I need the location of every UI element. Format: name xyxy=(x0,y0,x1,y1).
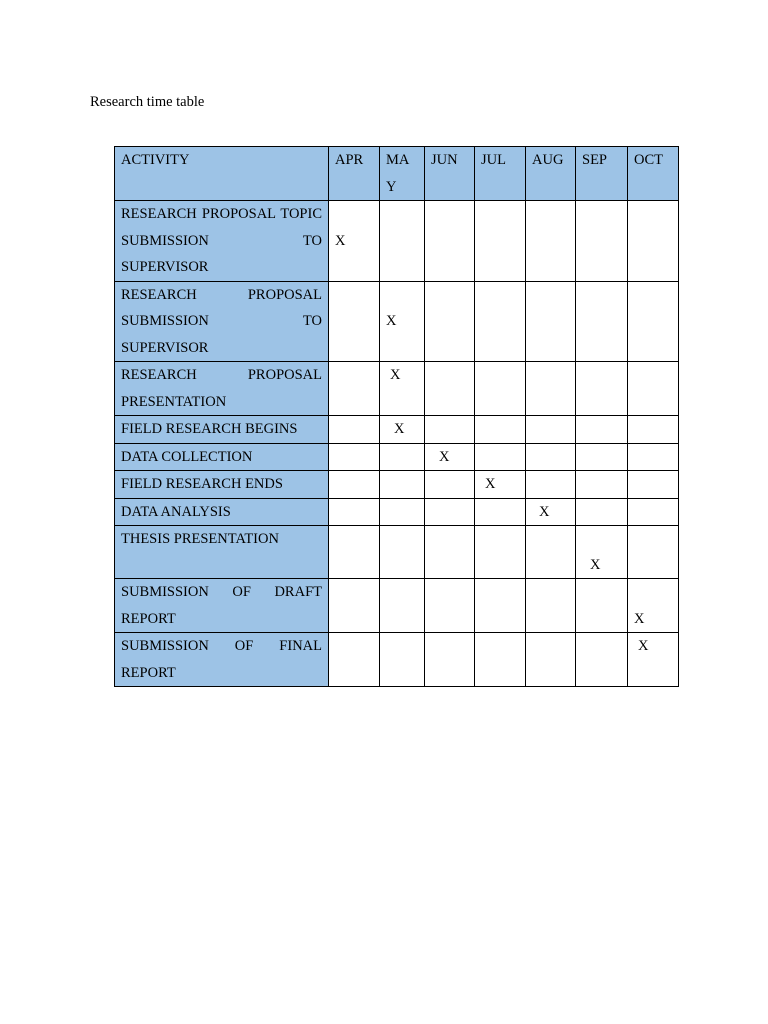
month-cell-jul xyxy=(475,471,526,499)
month-cell-sep xyxy=(576,281,628,362)
activity-cell: FIELD RESEARCH ENDS xyxy=(115,471,329,499)
activity-cell: THESIS PRESENTATION xyxy=(115,526,329,579)
month-cell-apr xyxy=(329,201,380,282)
month-cell-jul xyxy=(475,498,526,526)
month-cell-aug xyxy=(526,416,576,444)
month-cell-oct xyxy=(628,498,679,526)
month-cell-jun xyxy=(425,362,475,416)
month-cell-jun xyxy=(425,526,475,579)
month-cell-sep xyxy=(576,471,628,499)
month-cell-may xyxy=(380,362,425,416)
header-month-may: MA Y xyxy=(380,147,425,201)
month-cell-sep xyxy=(576,443,628,471)
month-cell-oct xyxy=(628,416,679,444)
month-cell-jul xyxy=(475,579,526,633)
header-month-sep: SEP xyxy=(576,147,628,201)
month-cell-jun xyxy=(425,416,475,444)
month-cell-oct xyxy=(628,579,679,633)
month-cell-apr xyxy=(329,498,380,526)
schedule-mark: X xyxy=(634,610,645,627)
month-cell-jul xyxy=(475,633,526,687)
table-row xyxy=(115,579,679,633)
month-cell-jul xyxy=(475,281,526,362)
activity-cell: RESEARCH PROPOSAL TOPIC SUBMISSION TO SUPERVISOR xyxy=(115,201,329,282)
month-cell-oct xyxy=(628,526,679,579)
month-cell-sep xyxy=(576,633,628,687)
activity-cell: DATA COLLECTION xyxy=(115,443,329,471)
table-row xyxy=(115,416,679,444)
month-cell-sep xyxy=(576,201,628,282)
month-cell-jul xyxy=(475,526,526,579)
month-cell-apr xyxy=(329,281,380,362)
activity-cell: FIELD RESEARCH BEGINS xyxy=(115,416,329,444)
month-cell-jun xyxy=(425,579,475,633)
table-row xyxy=(115,498,679,526)
month-cell-oct xyxy=(628,471,679,499)
month-cell-sep xyxy=(576,362,628,416)
table-row xyxy=(115,633,679,687)
month-cell-jun xyxy=(425,471,475,499)
month-cell-may xyxy=(380,443,425,471)
header-month-jun: JUN xyxy=(425,147,475,201)
month-cell-aug xyxy=(526,579,576,633)
table-row xyxy=(115,526,679,579)
month-cell-apr xyxy=(329,416,380,444)
activity-cell: RESEARCH PROPOSAL SUBMISSION TO SUPERVISOR xyxy=(115,281,329,362)
schedule-mark: X xyxy=(485,476,496,492)
month-cell-may xyxy=(380,526,425,579)
month-cell-sep xyxy=(576,526,628,579)
month-cell-jun xyxy=(425,498,475,526)
schedule-mark: X xyxy=(386,313,397,329)
schedule-mark: X xyxy=(439,448,450,465)
activity-cell: DATA ANALYSIS xyxy=(115,498,329,526)
month-cell-aug xyxy=(526,281,576,362)
month-cell-jul xyxy=(475,201,526,282)
month-cell-aug xyxy=(526,526,576,579)
schedule-mark: X xyxy=(390,367,401,383)
month-cell-jun xyxy=(425,633,475,687)
header-month-oct: OCT xyxy=(628,147,679,201)
month-cell-may xyxy=(380,498,425,526)
month-cell-aug xyxy=(526,498,576,526)
activity-cell: SUBMISSION OF FINAL REPORT xyxy=(115,633,329,687)
month-cell-may xyxy=(380,579,425,633)
month-cell-apr xyxy=(329,443,380,471)
activity-cell: SUBMISSION OF DRAFT REPORT xyxy=(115,579,329,633)
month-cell-aug xyxy=(526,362,576,416)
month-cell-apr xyxy=(329,362,380,416)
month-cell-apr xyxy=(329,633,380,687)
month-cell-jul xyxy=(475,416,526,444)
research-timetable xyxy=(114,146,679,687)
table-row xyxy=(115,443,679,471)
month-cell-may xyxy=(380,416,425,444)
month-cell-may xyxy=(380,201,425,282)
month-cell-aug xyxy=(526,633,576,687)
table-row xyxy=(115,471,679,499)
month-cell-oct xyxy=(628,201,679,282)
schedule-mark: X xyxy=(335,232,346,249)
schedule-mark: X xyxy=(638,638,649,654)
month-cell-oct xyxy=(628,633,679,687)
table-row xyxy=(115,281,679,362)
header-month-apr: APR xyxy=(329,147,380,201)
header-month-aug: AUG xyxy=(526,147,576,201)
month-cell-may xyxy=(380,281,425,362)
header-activity: ACTIVITY xyxy=(115,147,329,201)
document-title: Research time table xyxy=(90,94,205,110)
month-cell-jul xyxy=(475,362,526,416)
month-cell-aug xyxy=(526,471,576,499)
month-cell-oct xyxy=(628,362,679,416)
month-cell-apr xyxy=(329,471,380,499)
table-row xyxy=(115,362,679,416)
header-month-jul: JUL xyxy=(475,147,526,201)
schedule-mark: X xyxy=(539,503,550,520)
header-row xyxy=(115,147,679,201)
month-cell-jun xyxy=(425,201,475,282)
table-row xyxy=(115,201,679,282)
month-cell-jun xyxy=(425,443,475,471)
month-cell-sep xyxy=(576,579,628,633)
month-cell-aug xyxy=(526,201,576,282)
month-cell-sep xyxy=(576,416,628,444)
month-cell-oct xyxy=(628,443,679,471)
month-cell-jul xyxy=(475,443,526,471)
month-cell-may xyxy=(380,471,425,499)
month-cell-aug xyxy=(526,443,576,471)
month-cell-apr xyxy=(329,579,380,633)
month-cell-jun xyxy=(425,281,475,362)
schedule-mark: X xyxy=(394,421,405,437)
activity-cell: RESEARCH PROPOSAL PRESENTATION xyxy=(115,362,329,416)
month-cell-oct xyxy=(628,281,679,362)
schedule-mark: X xyxy=(590,556,601,573)
month-cell-apr xyxy=(329,526,380,579)
month-cell-may xyxy=(380,633,425,687)
month-cell-sep xyxy=(576,498,628,526)
